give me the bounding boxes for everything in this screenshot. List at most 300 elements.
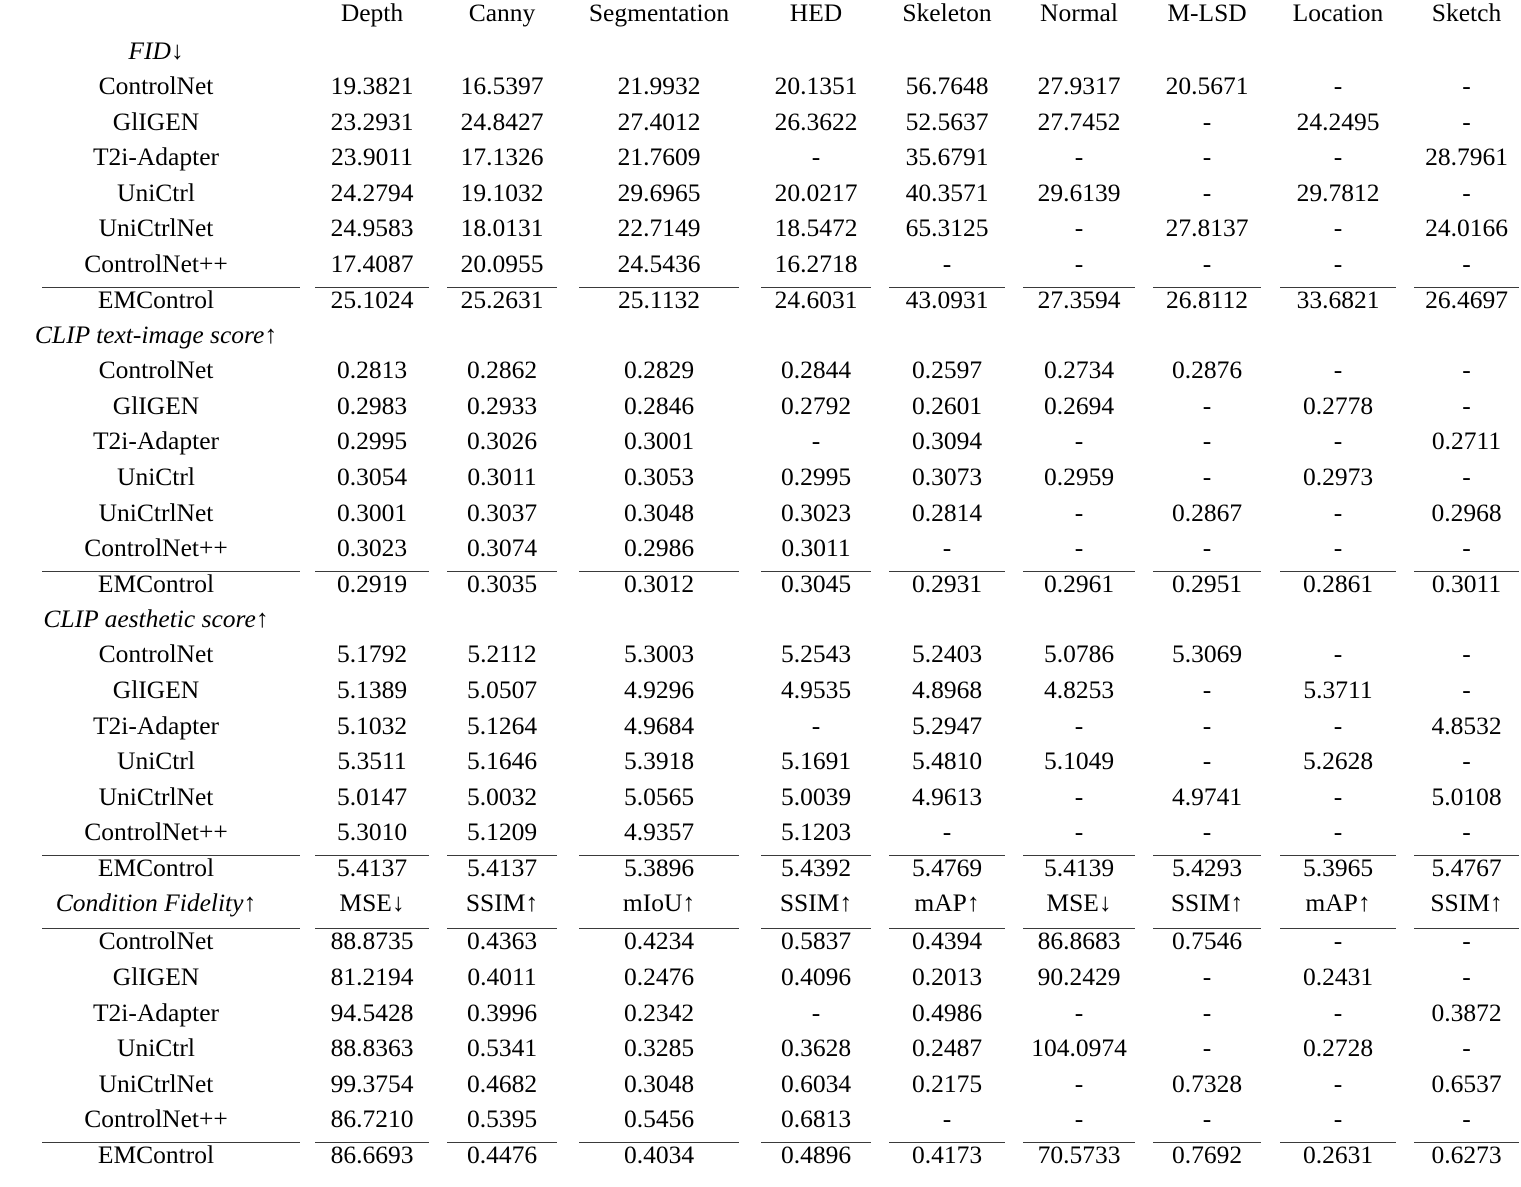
row-label-gligen: GlIGEN — [112, 106, 200, 136]
table-row — [6, 428, 1521, 464]
cell-controlnetplusplus-canny: 20.0955 — [460, 248, 544, 278]
row-label-t2i-adapter: T2i-Adapter — [92, 426, 220, 456]
table-row — [6, 464, 1521, 500]
column-header-hed: HED — [789, 0, 843, 27]
cell-emcontrol-location: 5.3965 — [1270, 855, 1406, 891]
cell-unictrlnet-segmentation: 5.0565 — [623, 781, 695, 811]
cell-controlnet-hed: 0.5837 — [752, 928, 880, 964]
cell-unictrl-hed: 20.0217 — [774, 177, 858, 207]
cell-unictrlnet-normal: - — [1074, 1068, 1084, 1098]
metric-label-segmentation: mIoU↑ — [622, 888, 696, 918]
cell-gligen-m-lsd: - — [1202, 106, 1212, 136]
cell-t2i-adapter-skeleton: 0.4986 — [911, 997, 983, 1027]
cell-unictrlnet-skeleton: 0.2814 — [911, 497, 983, 527]
table-body — [6, 38, 1521, 1187]
cell-gligen-segmentation: 4.9296 — [623, 674, 695, 704]
cell-t2i-adapter-sketch: 4.8532 — [1431, 710, 1502, 740]
cell-controlnetplusplus-depth: 86.7210 — [330, 1104, 414, 1134]
cell-t2i-adapter-depth: 0.2995 — [336, 426, 408, 456]
row-label-t2i-adapter: T2i-Adapter — [92, 142, 220, 172]
section-header-spacer — [880, 322, 1014, 357]
cell-unictrlnet-sketch: 24.0166 — [1425, 213, 1508, 243]
table-row — [6, 928, 1521, 964]
metric-label-normal: MSE↓ — [1046, 888, 1112, 918]
cell-gligen-depth: 5.1389 — [336, 674, 408, 704]
cell-t2i-adapter-normal: - — [1074, 997, 1084, 1027]
cell-controlnetplusplus-location: - — [1333, 248, 1343, 278]
table-row — [6, 1071, 1521, 1107]
cell-unictrl-normal: 0.2959 — [1043, 461, 1115, 491]
summary-row-emcontrol — [6, 571, 1521, 607]
table-row — [6, 73, 1521, 109]
row-label-unictrl: UniCtrl — [117, 177, 195, 207]
row-label-emcontrol: EMControl — [6, 1142, 306, 1178]
cell-unictrl-sketch: - — [1462, 1033, 1471, 1063]
metric-label-depth: MSE↓ — [339, 888, 405, 918]
table-row — [6, 393, 1521, 429]
table-row — [6, 819, 1521, 855]
cell-unictrlnet-m-lsd: 0.7328 — [1171, 1068, 1243, 1098]
cell-emcontrol-skeleton: 5.4769 — [880, 855, 1014, 891]
cell-controlnet-canny: 5.2112 — [467, 639, 537, 669]
cell-emcontrol-sketch: 0.6273 — [1406, 1142, 1521, 1178]
cell-unictrl-hed: 5.1691 — [780, 746, 852, 776]
section-header-spacer — [1144, 322, 1270, 357]
cell-controlnetplusplus-normal: - — [1074, 817, 1084, 847]
section-header-spacer — [438, 606, 566, 641]
bottom-rule-cell — [1270, 1178, 1406, 1187]
cell-t2i-adapter-location: - — [1333, 426, 1343, 456]
table-row — [6, 748, 1521, 784]
cell-emcontrol-sketch: 5.4767 — [1406, 855, 1521, 891]
cell-unictrl-m-lsd: - — [1202, 1033, 1212, 1063]
cell-t2i-adapter-hed: - — [811, 142, 821, 172]
cell-gligen-normal: 0.2694 — [1043, 390, 1115, 420]
cell-t2i-adapter-hed: - — [811, 997, 821, 1027]
cell-controlnet-skeleton: 0.2597 — [911, 355, 983, 385]
cell-unictrlnet-skeleton: 0.2175 — [911, 1068, 983, 1098]
cell-controlnetplusplus-location: - — [1333, 533, 1343, 563]
cell-controlnetplusplus-depth: 0.3023 — [336, 533, 408, 563]
cell-gligen-canny: 5.0507 — [466, 674, 538, 704]
section-header-spacer — [1144, 606, 1270, 641]
bottom-rule-cell — [752, 1178, 880, 1187]
row-label-unictrlnet: UniCtrlNet — [98, 781, 214, 811]
cell-gligen-skeleton: 0.2601 — [911, 390, 983, 420]
cell-emcontrol-hed: 5.4392 — [752, 855, 880, 891]
summary-row-emcontrol — [6, 1142, 1521, 1178]
cell-emcontrol-m-lsd: 26.8112 — [1144, 287, 1270, 323]
cell-emcontrol-depth: 86.6693 — [306, 1142, 438, 1178]
cell-gligen-hed: 0.2792 — [780, 390, 852, 420]
cell-unictrl-skeleton: 0.3073 — [911, 461, 983, 491]
cell-unictrl-depth: 24.2794 — [330, 177, 414, 207]
row-label-controlnetplusplus: ControlNet++ — [84, 533, 228, 563]
bottom-rule-cell — [1406, 1178, 1521, 1187]
cell-unictrl-depth: 0.3054 — [336, 461, 408, 491]
cell-unictrlnet-canny: 0.4682 — [466, 1068, 538, 1098]
cell-controlnet-hed: 0.2844 — [780, 355, 852, 385]
cell-emcontrol-sketch: 26.4697 — [1406, 287, 1521, 323]
cell-t2i-adapter-sketch: 0.2711 — [1431, 426, 1502, 456]
cell-unictrl-m-lsd: - — [1202, 746, 1212, 776]
table-row — [6, 784, 1521, 820]
row-label-gligen: GlIGEN — [112, 674, 200, 704]
section-header-spacer — [306, 322, 438, 357]
cell-unictrlnet-segmentation: 0.3048 — [623, 1068, 695, 1098]
cell-controlnetplusplus-depth: 5.3010 — [336, 817, 408, 847]
cell-controlnet-skeleton: 56.7648 — [905, 71, 989, 100]
cell-emcontrol-depth: 0.2919 — [306, 571, 438, 607]
section-header-spacer — [566, 606, 752, 641]
cell-emcontrol-m-lsd: 0.2951 — [1144, 571, 1270, 607]
cell-unictrl-segmentation: 0.3053 — [623, 461, 695, 491]
cell-t2i-adapter-sketch: 28.7961 — [1425, 142, 1508, 172]
section-header-spacer — [566, 322, 752, 357]
table-row — [6, 1000, 1521, 1036]
column-header-skeleton: Skeleton — [902, 0, 992, 27]
summary-row-emcontrol — [6, 287, 1521, 323]
cell-unictrlnet-depth: 24.9583 — [330, 213, 414, 243]
cell-unictrlnet-hed: 5.0039 — [780, 781, 852, 811]
cell-controlnet-canny: 0.2862 — [466, 355, 538, 385]
cell-controlnet-skeleton: 5.2403 — [911, 639, 983, 669]
metric-label-m-lsd: SSIM↑ — [1170, 888, 1244, 918]
table-bottom-rule — [6, 1178, 1521, 1187]
row-label-controlnet: ControlNet — [98, 71, 214, 100]
cell-controlnetplusplus-segmentation: 24.5436 — [617, 248, 701, 278]
column-header-normal: Normal — [1040, 0, 1118, 27]
cell-emcontrol-segmentation: 25.1132 — [566, 287, 752, 323]
cell-controlnet-canny: 16.5397 — [460, 71, 544, 100]
cell-gligen-location: 5.3711 — [1303, 674, 1373, 704]
cell-unictrlnet-canny: 0.3037 — [466, 497, 538, 527]
cell-controlnet-segmentation: 0.4234 — [566, 928, 752, 964]
cell-emcontrol-location: 0.2861 — [1270, 571, 1406, 607]
cell-controlnet-segmentation: 5.3003 — [623, 639, 695, 669]
cell-gligen-location: 24.2495 — [1296, 106, 1380, 136]
cell-t2i-adapter-m-lsd: - — [1202, 997, 1212, 1027]
cell-controlnet-canny: 0.4363 — [438, 928, 566, 964]
cell-unictrl-sketch: - — [1462, 177, 1471, 207]
cell-unictrlnet-m-lsd: 27.8137 — [1165, 213, 1249, 243]
cell-unictrlnet-depth: 99.3754 — [330, 1068, 414, 1098]
cell-controlnet-m-lsd: 5.3069 — [1171, 639, 1243, 669]
cell-unictrlnet-location: - — [1333, 781, 1343, 811]
cell-controlnetplusplus-m-lsd: - — [1202, 1104, 1212, 1134]
section-header-spacer — [438, 38, 566, 73]
cell-t2i-adapter-canny: 0.3996 — [466, 997, 538, 1027]
cell-controlnet-location: - — [1270, 928, 1406, 964]
cell-emcontrol-skeleton: 43.0931 — [880, 287, 1014, 323]
row-label-unictrl: UniCtrl — [117, 1033, 195, 1063]
row-label-unictrlnet: UniCtrlNet — [98, 497, 214, 527]
section-header-spacer — [1144, 38, 1270, 73]
cell-t2i-adapter-normal: - — [1074, 710, 1084, 740]
section-title: CLIP aesthetic score↑ — [43, 604, 269, 634]
cell-unictrlnet-m-lsd: 0.2867 — [1171, 497, 1243, 527]
section-header-spacer — [752, 322, 880, 357]
cell-gligen-segmentation: 0.2846 — [623, 390, 695, 420]
cell-unictrl-normal: 104.0974 — [1031, 1033, 1127, 1063]
cell-unictrlnet-m-lsd: 4.9741 — [1171, 781, 1243, 811]
cell-emcontrol-canny: 0.4476 — [438, 1142, 566, 1178]
section-title: FID↓ — [128, 36, 184, 65]
cell-t2i-adapter-skeleton: 0.3094 — [911, 426, 983, 456]
table-row — [6, 713, 1521, 749]
section-header-spacer — [306, 38, 438, 73]
cell-controlnet-location: - — [1333, 639, 1343, 669]
column-header-mlsd: M-LSD — [1167, 0, 1247, 27]
cell-unictrl-segmentation: 0.3285 — [623, 1033, 695, 1063]
cell-controlnet-normal: 86.8683 — [1014, 928, 1144, 964]
section-header-spacer — [566, 38, 752, 73]
cell-t2i-adapter-depth: 94.5428 — [330, 997, 414, 1027]
cell-controlnetplusplus-skeleton: - — [942, 1104, 952, 1134]
cell-unictrl-canny: 19.1032 — [460, 177, 544, 207]
cell-unictrlnet-hed: 18.5472 — [774, 213, 858, 243]
cell-t2i-adapter-normal: - — [1074, 142, 1084, 172]
cell-t2i-adapter-sketch: 0.3872 — [1431, 997, 1502, 1027]
cell-unictrlnet-sketch: 0.2968 — [1431, 497, 1502, 527]
row-label-unictrlnet: UniCtrlNet — [98, 213, 214, 243]
cell-controlnetplusplus-segmentation: 0.5456 — [623, 1104, 695, 1134]
cell-gligen-m-lsd: - — [1202, 674, 1212, 704]
cell-emcontrol-hed: 0.3045 — [752, 571, 880, 607]
row-label-unictrl: UniCtrl — [117, 461, 195, 491]
cell-unictrlnet-sketch: 0.6537 — [1431, 1068, 1502, 1098]
table-row — [6, 677, 1521, 713]
cell-unictrlnet-canny: 5.0032 — [466, 781, 538, 811]
cell-unictrl-depth: 88.8363 — [330, 1033, 414, 1063]
cell-controlnetplusplus-hed: 16.2718 — [774, 248, 858, 278]
cell-controlnetplusplus-sketch: - — [1462, 533, 1471, 563]
metric-label-hed: SSIM↑ — [779, 888, 853, 918]
section-header-row-fid — [6, 38, 1521, 73]
table-row — [6, 500, 1521, 536]
cell-gligen-location: 0.2778 — [1302, 390, 1374, 420]
column-header-canny: Canny — [468, 0, 536, 27]
cell-emcontrol-location: 33.6821 — [1270, 287, 1406, 323]
cell-gligen-sketch: - — [1462, 390, 1471, 420]
table-row — [6, 1035, 1521, 1071]
column-header-location: Location — [1292, 0, 1384, 27]
cell-unictrl-segmentation: 29.6965 — [617, 177, 701, 207]
table-row — [6, 964, 1521, 1000]
cell-emcontrol-canny: 5.4137 — [438, 855, 566, 891]
cell-gligen-hed: 4.9535 — [780, 674, 852, 704]
cell-unictrl-canny: 0.5341 — [466, 1033, 538, 1063]
cell-gligen-depth: 81.2194 — [330, 962, 414, 992]
cell-unictrlnet-canny: 18.0131 — [460, 213, 544, 243]
cell-gligen-segmentation: 0.2476 — [623, 962, 695, 992]
cell-controlnetplusplus-canny: 0.3074 — [466, 533, 538, 563]
cell-unictrlnet-segmentation: 22.7149 — [617, 213, 701, 243]
cell-t2i-adapter-skeleton: 5.2947 — [911, 710, 983, 740]
cell-unictrl-canny: 0.3011 — [467, 461, 537, 491]
cell-emcontrol-canny: 0.3035 — [438, 571, 566, 607]
cell-controlnet-location: - — [1333, 355, 1343, 385]
cell-emcontrol-depth: 25.1024 — [306, 287, 438, 323]
table-row — [6, 535, 1521, 571]
cell-gligen-normal: 90.2429 — [1037, 962, 1121, 992]
row-label-emcontrol: EMControl — [6, 287, 306, 323]
cell-emcontrol-hed: 0.4896 — [752, 1142, 880, 1178]
cell-t2i-adapter-m-lsd: - — [1202, 710, 1212, 740]
cell-unictrl-depth: 5.3511 — [337, 746, 407, 776]
section-header-spacer — [1270, 322, 1406, 357]
cell-unictrlnet-hed: 0.3023 — [780, 497, 852, 527]
cell-controlnet-depth: 88.8735 — [306, 928, 438, 964]
cell-t2i-adapter-skeleton: 35.6791 — [905, 142, 989, 172]
cell-gligen-location: 0.2431 — [1302, 962, 1374, 992]
cell-gligen-normal: 27.7452 — [1037, 106, 1121, 136]
row-label-emcontrol: EMControl — [6, 855, 306, 891]
summary-row-emcontrol — [6, 855, 1521, 891]
section-header-spacer — [1014, 322, 1144, 357]
bottom-rule-cell — [566, 1178, 752, 1187]
cell-gligen-depth: 23.2931 — [330, 106, 414, 136]
cell-emcontrol-m-lsd: 0.7692 — [1144, 1142, 1270, 1178]
cell-t2i-adapter-canny: 5.1264 — [466, 710, 538, 740]
cell-unictrl-location: 29.7812 — [1296, 177, 1380, 207]
cell-controlnetplusplus-sketch: - — [1462, 248, 1471, 278]
cell-unictrl-skeleton: 0.2487 — [911, 1033, 983, 1063]
row-label-controlnet: ControlNet — [98, 639, 214, 669]
cell-emcontrol-segmentation: 0.4034 — [566, 1142, 752, 1178]
bottom-rule-cell — [6, 1178, 306, 1187]
cell-controlnetplusplus-skeleton: - — [942, 248, 952, 278]
cell-t2i-adapter-m-lsd: - — [1202, 142, 1212, 172]
metric-label-location: mAP↑ — [1305, 888, 1371, 918]
column-header-depth: Depth — [340, 0, 404, 27]
row-label-t2i-adapter: T2i-Adapter — [92, 997, 220, 1027]
cell-gligen-canny: 24.8427 — [460, 106, 544, 136]
cell-emcontrol-normal: 27.3594 — [1014, 287, 1144, 323]
cell-controlnet-sketch: - — [1462, 71, 1471, 100]
table-row — [6, 180, 1521, 216]
cell-emcontrol-normal: 5.4139 — [1014, 855, 1144, 891]
cell-gligen-skeleton: 0.2013 — [911, 962, 983, 992]
section-header-spacer — [306, 606, 438, 641]
cell-unictrl-sketch: - — [1462, 461, 1471, 491]
row-label-controlnetplusplus: ControlNet++ — [84, 248, 228, 278]
cell-gligen-sketch: - — [1462, 962, 1471, 992]
cell-unictrlnet-location: - — [1333, 497, 1343, 527]
metric-label-canny: SSIM↑ — [465, 888, 539, 918]
section-title: CLIP text-image score↑ — [34, 320, 278, 350]
cell-emcontrol-segmentation: 5.3896 — [566, 855, 752, 891]
column-header-row — [6, 0, 1521, 38]
bottom-rule-cell — [306, 1178, 438, 1187]
results-table — [6, 0, 1521, 1187]
cell-gligen-depth: 0.2983 — [336, 390, 408, 420]
cell-gligen-skeleton: 4.8968 — [911, 674, 983, 704]
table-row — [6, 109, 1521, 145]
cell-controlnet-sketch: - — [1462, 355, 1471, 385]
cell-unictrlnet-depth: 5.0147 — [336, 781, 408, 811]
cell-emcontrol-normal: 70.5733 — [1014, 1142, 1144, 1178]
cell-controlnet-m-lsd: 0.2876 — [1171, 355, 1243, 385]
row-label-gligen: GlIGEN — [112, 390, 200, 420]
cell-emcontrol-hed: 24.6031 — [752, 287, 880, 323]
cell-controlnetplusplus-m-lsd: - — [1202, 248, 1212, 278]
cell-gligen-canny: 0.2933 — [466, 390, 538, 420]
cell-controlnetplusplus-skeleton: - — [942, 817, 952, 847]
column-header-segmentation: Segmentation — [588, 0, 730, 27]
cell-unictrlnet-sketch: 5.0108 — [1431, 781, 1502, 811]
table-row — [6, 1106, 1521, 1142]
cell-gligen-hed: 0.4096 — [780, 962, 852, 992]
row-label-unictrl: UniCtrl — [117, 746, 195, 776]
section-header-spacer — [880, 38, 1014, 73]
cell-controlnet-normal: 5.0786 — [1043, 639, 1115, 669]
row-label-controlnetplusplus: ControlNet++ — [84, 1104, 228, 1134]
cell-controlnet-normal: 27.9317 — [1037, 71, 1121, 100]
cell-controlnet-m-lsd: 20.5671 — [1165, 71, 1249, 100]
row-label-controlnet: ControlNet — [98, 355, 214, 385]
table-row — [6, 357, 1521, 393]
cell-emcontrol-skeleton: 0.2931 — [880, 571, 1014, 607]
cell-t2i-adapter-canny: 0.3026 — [466, 426, 538, 456]
cell-controlnetplusplus-skeleton: - — [942, 533, 952, 563]
bottom-rule-cell — [880, 1178, 1014, 1187]
cell-unictrl-location: 0.2973 — [1302, 461, 1374, 491]
cell-controlnetplusplus-hed: 0.3011 — [781, 533, 851, 563]
cell-gligen-hed: 26.3622 — [774, 106, 858, 136]
metric-label-skeleton: mAP↑ — [914, 888, 980, 918]
cell-unictrlnet-location: - — [1333, 213, 1343, 243]
section-header-spacer — [752, 606, 880, 641]
cell-gligen-segmentation: 27.4012 — [617, 106, 701, 136]
cell-unictrl-m-lsd: - — [1202, 461, 1212, 491]
cell-unictrl-hed: 0.2995 — [780, 461, 852, 491]
cell-gligen-canny: 0.4011 — [467, 962, 537, 992]
section-header-spacer — [1014, 38, 1144, 73]
section-header-row-condition-fidelity — [6, 890, 1521, 928]
cell-unictrlnet-skeleton: 4.9613 — [911, 781, 983, 811]
cell-t2i-adapter-depth: 23.9011 — [331, 142, 413, 172]
cell-unictrl-canny: 5.1646 — [466, 746, 538, 776]
section-header-spacer — [1014, 606, 1144, 641]
table-row — [6, 641, 1521, 677]
section-header-spacer — [752, 38, 880, 73]
cell-controlnetplusplus-depth: 17.4087 — [330, 248, 414, 278]
cell-controlnetplusplus-canny: 0.5395 — [466, 1104, 538, 1134]
cell-t2i-adapter-location: - — [1333, 710, 1343, 740]
cell-unictrlnet-location: - — [1333, 1068, 1343, 1098]
cell-t2i-adapter-location: - — [1333, 997, 1343, 1027]
cell-t2i-adapter-segmentation: 21.7609 — [617, 142, 701, 172]
cell-gligen-sketch: - — [1462, 674, 1471, 704]
cell-emcontrol-segmentation: 0.3012 — [566, 571, 752, 607]
cell-controlnetplusplus-sketch: - — [1462, 1104, 1471, 1134]
cell-unictrl-location: 0.2728 — [1302, 1033, 1374, 1063]
cell-controlnetplusplus-location: - — [1333, 817, 1343, 847]
cell-t2i-adapter-canny: 17.1326 — [460, 142, 544, 172]
cell-emcontrol-depth: 5.4137 — [306, 855, 438, 891]
cell-controlnet-location: - — [1333, 71, 1343, 100]
cell-unictrl-normal: 29.6139 — [1037, 177, 1121, 207]
cell-unictrl-location: 5.2628 — [1302, 746, 1374, 776]
row-label-emcontrol: EMControl — [6, 571, 306, 607]
section-header-spacer — [438, 322, 566, 357]
cell-t2i-adapter-m-lsd: - — [1202, 426, 1212, 456]
cell-unictrlnet-segmentation: 0.3048 — [623, 497, 695, 527]
cell-controlnet-hed: 5.2543 — [780, 639, 852, 669]
section-header-row-clip-aesthetic-score — [6, 606, 1521, 641]
section-header-spacer — [1406, 606, 1521, 641]
